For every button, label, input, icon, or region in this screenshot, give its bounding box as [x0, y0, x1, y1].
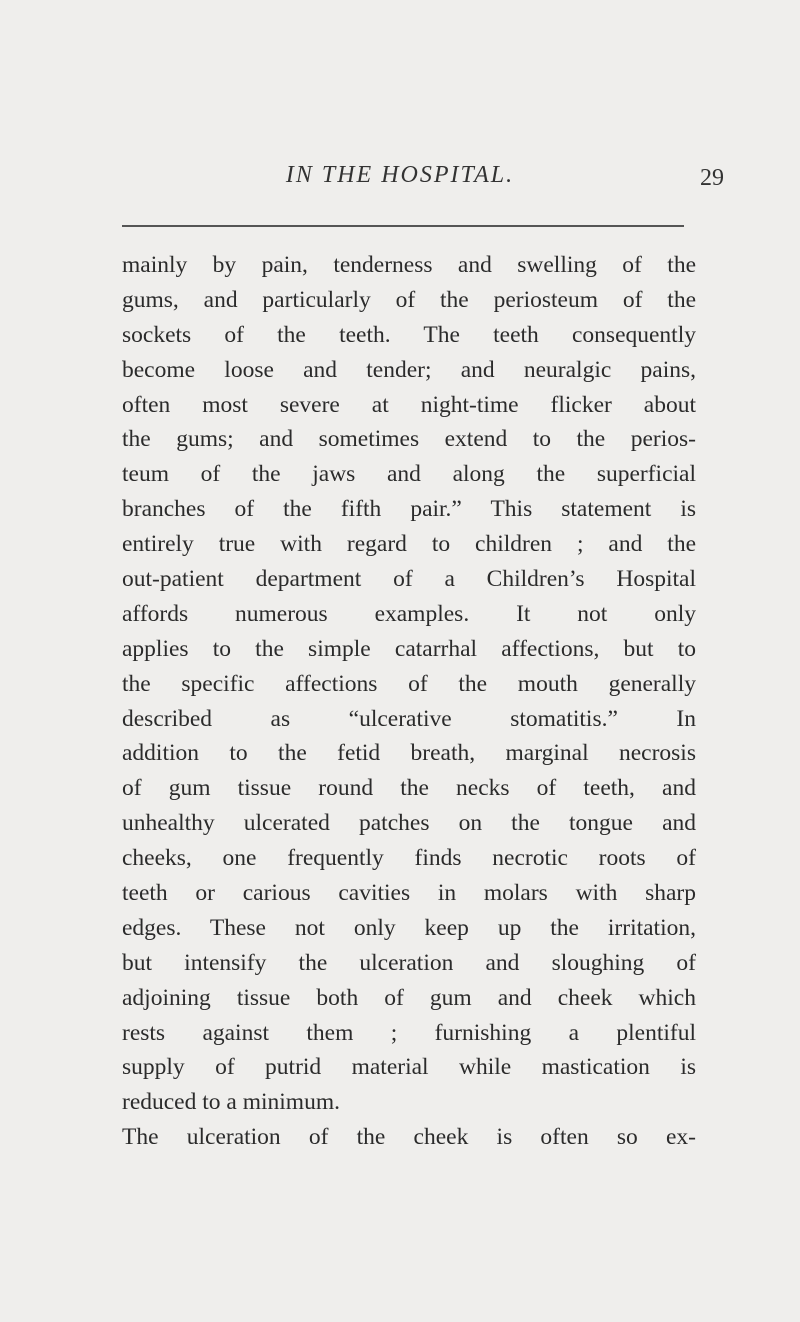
text-line: teum of the jaws and along the superficial	[122, 461, 696, 488]
text-line: applies to the simple catarrhal affections, but to	[122, 635, 696, 662]
text-line: the specific affections of the mouth generally	[122, 670, 696, 697]
text-line: out-patient department of a Children’s Hospital	[122, 566, 696, 593]
text-line: addition to the fetid breath, marginal necrosis	[122, 740, 696, 767]
running-head: IN THE HOSPITAL.	[285, 162, 515, 188]
text-line: the gums; and sometimes extend to the perios-	[122, 426, 696, 453]
text-line: teeth or carious cavities in molars with sharp	[122, 880, 696, 907]
text-line: gums, and particularly of the periosteum of the	[122, 286, 696, 313]
page-number: 29	[700, 165, 724, 191]
text-line: cheeks, one frequently finds necrotic roots of	[122, 845, 696, 872]
text-line: become loose and tender; and neuralgic pains,	[122, 356, 696, 383]
text-line: often most severe at night-time flicker about	[122, 391, 696, 418]
text-line: but intensify the ulceration and sloughing of	[122, 949, 696, 976]
text-line: mainly by pain, tenderness and swelling of the	[122, 252, 696, 278]
text-line: reduced to a minimum.	[122, 1089, 340, 1116]
text-line: edges. These not only keep up the irritation,	[122, 914, 696, 941]
text-line: rests against them ; furnishing a plentiful	[122, 1019, 696, 1046]
text-line: entirely true with regard to children ; and the	[122, 531, 696, 558]
text-line: branches of the fifth pair.” This statement is	[122, 496, 696, 523]
text-line: described as “ulcerative stomatitis.” In	[122, 705, 696, 732]
text-line: supply of putrid material while mastication is	[122, 1054, 696, 1081]
text-line: of gum tissue round the necks of teeth, and	[122, 775, 696, 802]
text-line: The ulceration of the cheek is often so ex-	[122, 1124, 696, 1151]
body-text	[122, 248, 696, 1155]
header-rule	[122, 225, 684, 227]
text-line: adjoining tissue both of gum and cheek which	[122, 984, 696, 1011]
text-line: affords numerous examples. It not only	[122, 600, 696, 627]
text-line: unhealthy ulcerated patches on the tongue and	[122, 810, 696, 837]
text-line: sockets of the teeth. The teeth consequently	[122, 321, 696, 348]
